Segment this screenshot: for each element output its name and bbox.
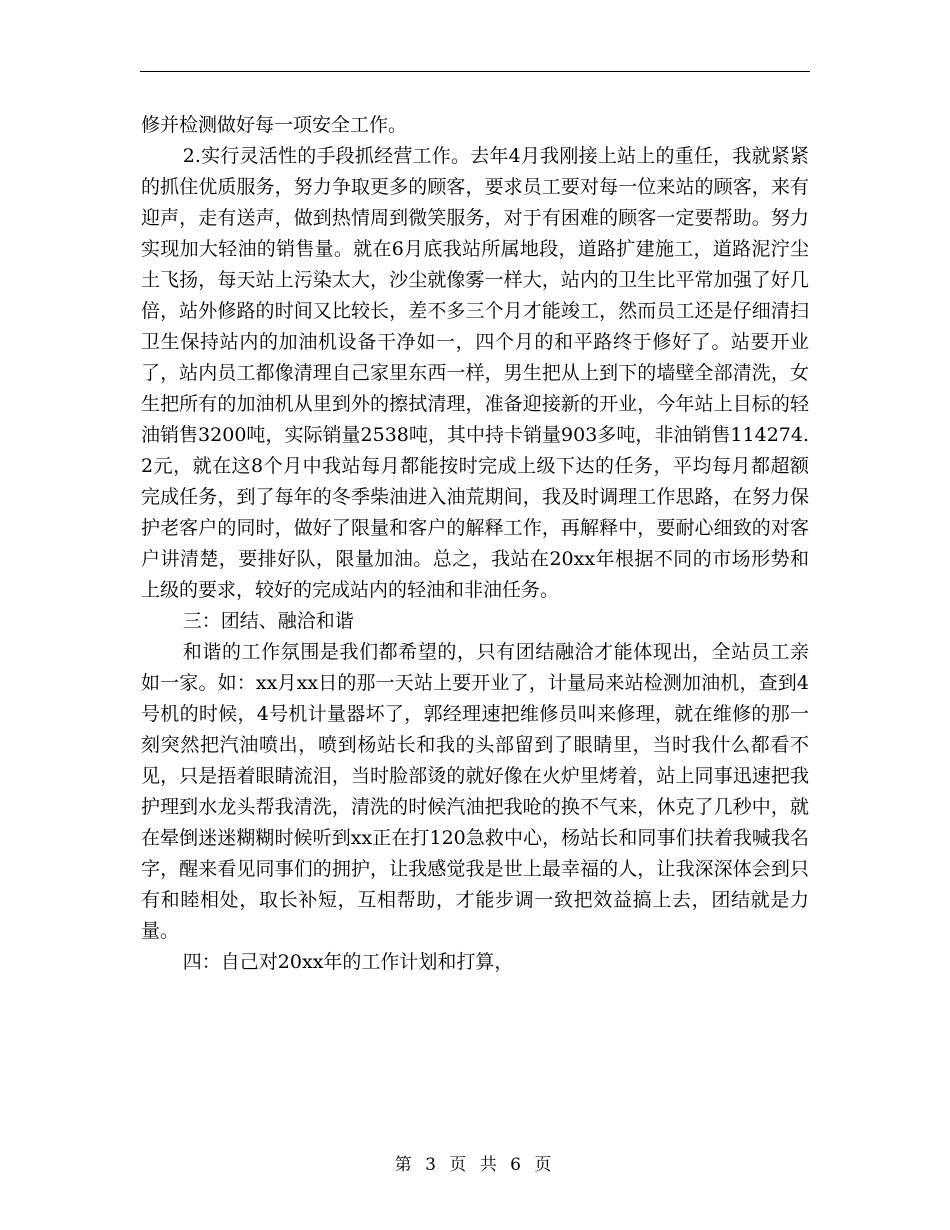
- page-number: 第 3 页 共 6 页: [394, 1155, 556, 1175]
- paragraph: 修并检测做好每一项安全工作。: [141, 114, 408, 136]
- paragraph: 四：自己对20xx年的工作计划和打算，: [182, 951, 514, 973]
- paragraph: 2.实行灵活性的手段抓经营工作。去年4月我刚接上站上的重任，我就紧紧的抓住优质服务，努力争取更多的顾客，要求员工要对每一位来站的顾客，来有迎声，走有送声，做到热情周到微笑服务，对于有困难的顾客一定要帮助。努力实现加大轻油的销售量。就在6月底我站所属地段，道路扩建施工，道路泥泞尘土飞扬，每天站上污染太大，沙尘就像雾一样大，站内的卫生比平常加强了好几倍，站外修路的时间又比较长，差不多三个月才能竣工，然而员工还是仔细清扫卫生保持站内的加油机设备干净如一，四个月的和平路终于修好了。站要开业了，站内员工都像清理自己家里东西一样，男生把从上到下的墙壁全部清洗，女生把所有的加油机从里到外的擦拭清理，准备迎接新的开业，今年站上目标的轻油销售3200吨，实际销量2538吨，其中持卡销量903多吨，非油销售114274.2元，就在这8个月中我站每月都能按时完成上级下达的任务，平均每月都超额完成任务，到了每年的冬季柴油进入油荒期间，我及时调理工作思路，在努力保护老客户的同时，做好了限量和客户的解释工作，再解释中，要耐心细致的对客户讲清楚，要排好队，限量加油。总之，我站在20xx年根据不同的市场形势和上级的要求，较好的完成站内的轻油和非油任务。: [141, 145, 809, 601]
- document-body: [141, 110, 809, 978]
- paragraph: 和谐的工作氛围是我们都希望的，只有团结融洽才能体现出，全站员工亲如一家。如：xx月xx日的那一天站上要开业了，计量局来站检测加油机，查到4号机的时候，4号机计量器坏了，郭经理速把维修员叫来修理，就在维修的那一刻突然把汽油喷出，喷到杨站长和我的头部留到了眼睛里，当时我什么都看不见，只是捂着眼睛流泪，当时脸部烫的就好像在火炉里烤着，站上同事迅速把我护理到水龙头帮我清洗，清洗的时候汽油把我呛的换不气来，休克了几秒中，就在晕倒迷迷糊糊时候听到xx正在打120急救中心，杨站长和同事们扶着我喊我名字，醒来看见同事们的拥护，让我感觉我是世上最幸福的人，让我深深体会到只有和睦相处，取长补短，互相帮助，才能步调一致把效益搞上去，团结就是力量。: [141, 641, 809, 942]
- paragraph: 三：团结、融洽和谐: [182, 610, 354, 632]
- header-rule: [140, 71, 810, 72]
